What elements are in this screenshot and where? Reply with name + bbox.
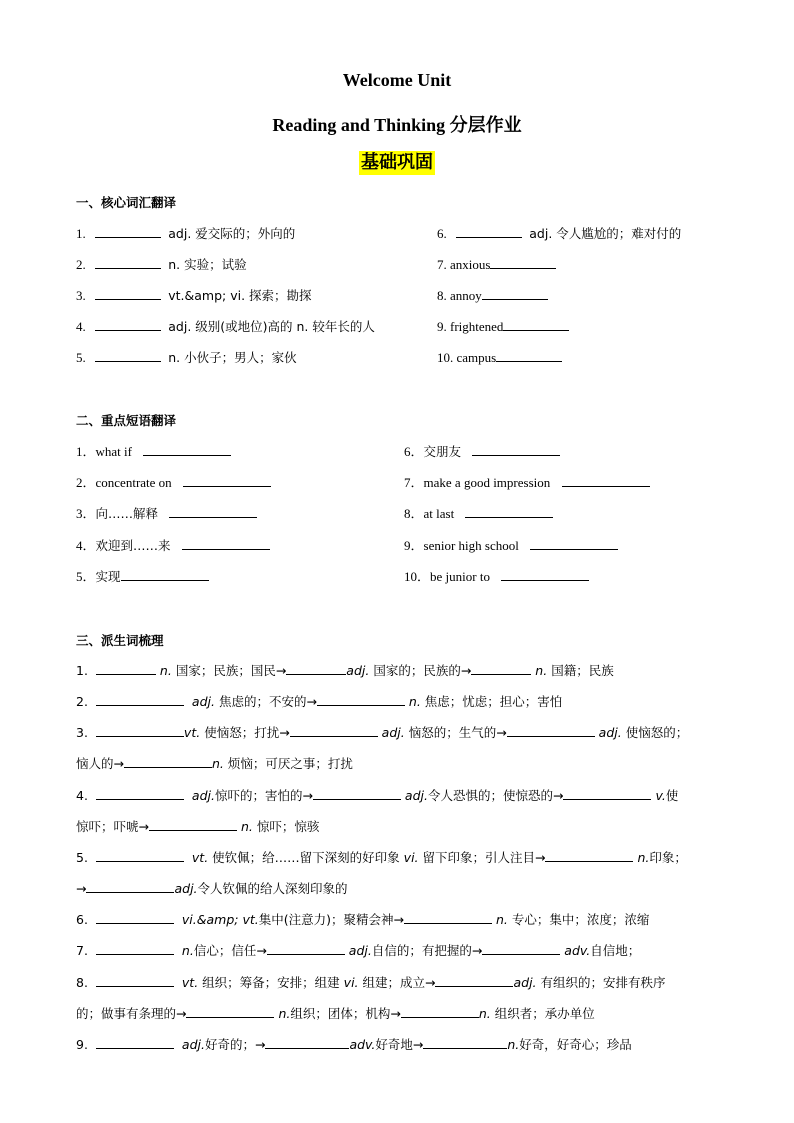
item-number: 3．	[76, 506, 96, 521]
meaning-text: 烦恼；可厌之事；打扰	[227, 756, 353, 771]
section2-heading: 二、重点短语翻译	[76, 413, 177, 428]
item-text: adj. 爱交际的；外向的	[168, 226, 296, 241]
derivation-line-3b	[76, 754, 353, 773]
pos-tag: adj.	[191, 788, 215, 803]
item-number: 1．	[76, 444, 96, 459]
answer-blank[interactable]	[95, 348, 161, 362]
item-number: 6.	[437, 226, 447, 241]
answer-blank[interactable]	[95, 255, 161, 269]
answer-blank[interactable]	[96, 692, 184, 706]
item-text: anxious	[450, 257, 491, 272]
pos-tag: vi.	[343, 975, 359, 990]
item-text: 欢迎到……来	[95, 538, 171, 553]
item-text: frightened	[450, 319, 504, 334]
pos-tag: adv.	[564, 943, 591, 958]
item-number: 7．	[404, 475, 424, 490]
derivation-line-1	[76, 661, 614, 680]
answer-blank[interactable]	[96, 973, 174, 987]
phrase-item-1	[76, 442, 231, 461]
answer-blank[interactable]	[96, 723, 184, 737]
item-number: 7.	[437, 257, 447, 272]
item-text: concentrate on	[95, 475, 172, 490]
answer-blank[interactable]	[96, 661, 156, 675]
item-number: 9．	[404, 538, 424, 553]
vocab-item-2	[76, 255, 247, 274]
item-text: be junior to	[430, 569, 490, 584]
answer-blank[interactable]	[317, 692, 405, 706]
answer-blank[interactable]	[183, 473, 271, 487]
pos-tag: adj.	[181, 1037, 205, 1052]
item-number: 6.	[76, 912, 88, 927]
meaning-text: 惊吓；吓唬→	[76, 819, 149, 834]
level-badge-wrap	[0, 151, 794, 175]
answer-blank[interactable]	[423, 1035, 507, 1049]
pos-tag: n.	[478, 1006, 491, 1021]
answer-blank[interactable]	[186, 1004, 274, 1018]
item-number: 9.	[437, 319, 447, 334]
section1-heading: 一、核心词汇翻译	[76, 195, 177, 210]
vocab-item-9	[437, 317, 569, 336]
derivation-line-3a	[76, 723, 688, 742]
phrase-item-7	[404, 473, 650, 492]
pos-tag: n.	[408, 694, 421, 709]
item-number: 4．	[76, 538, 96, 553]
meaning-text: →	[76, 881, 87, 896]
pos-tag: n.	[211, 756, 224, 771]
item-text: make a good impression	[423, 475, 551, 490]
item-text: adj. 令人尴尬的；难对付的	[529, 226, 682, 241]
answer-blank[interactable]	[96, 786, 184, 800]
pos-tag: vt.	[191, 850, 209, 865]
pos-tag: n.	[495, 912, 508, 927]
item-number: 8．	[404, 506, 424, 521]
pos-tag: n.	[637, 850, 650, 865]
item-text: 交朋友	[423, 444, 462, 459]
pos-tag: adj.	[381, 725, 405, 740]
phrase-item-8	[404, 504, 553, 523]
item-text: 实现	[95, 569, 121, 584]
item-number: 2.	[76, 257, 86, 272]
meaning-text: 惊吓的；害怕的→	[214, 788, 313, 803]
pos-tag: adj.	[598, 725, 622, 740]
meaning-text: 惊吓；惊骇	[256, 819, 320, 834]
pos-tag: n.	[278, 1006, 291, 1021]
answer-blank[interactable]	[313, 786, 401, 800]
derivation-line-5b	[76, 879, 348, 898]
section3-heading: 三、派生词梳理	[76, 633, 164, 648]
meaning-text: 好奇的；→	[204, 1037, 266, 1052]
answer-blank[interactable]	[472, 442, 560, 456]
item-number: 9.	[76, 1037, 88, 1052]
meaning-text: 有组织的；安排有秩序	[540, 975, 666, 990]
answer-blank[interactable]	[465, 504, 553, 518]
answer-blank[interactable]	[182, 536, 270, 550]
meaning-text: 焦虑的；不安的→	[218, 694, 317, 709]
answer-blank[interactable]	[507, 723, 595, 737]
item-text: adj. 级别(或地位)高的 n. 较年长的人	[168, 319, 375, 334]
vocab-item-3	[76, 286, 312, 305]
meaning-text: 的；做事有条理的→	[76, 1006, 187, 1021]
item-number: 10.	[437, 350, 454, 365]
answer-blank[interactable]	[404, 910, 492, 924]
answer-blank[interactable]	[482, 941, 560, 955]
derivation-line-6	[76, 910, 649, 929]
phrase-item-2	[76, 473, 271, 492]
derivation-line-7	[76, 941, 640, 960]
item-text: vt.&amp; vi. 探索；勘探	[168, 288, 312, 303]
answer-blank[interactable]	[482, 286, 548, 300]
answer-blank[interactable]	[124, 754, 212, 768]
item-text: annoy	[450, 288, 482, 303]
phrase-item-9	[404, 536, 618, 555]
meaning-text: 信心；信任→	[193, 943, 267, 958]
meaning-text: 使钦佩；给……留下深刻的好印象	[212, 850, 400, 865]
item-text: n. 实验；试验	[168, 257, 247, 272]
answer-blank[interactable]	[401, 1004, 479, 1018]
answer-blank[interactable]	[96, 910, 174, 924]
answer-blank[interactable]	[86, 879, 174, 893]
meaning-text: 组织；筹备；安排；组建	[202, 975, 340, 990]
meaning-text: 令人钦佩的给人深刻印象的	[197, 881, 348, 896]
item-text: what if	[95, 444, 132, 459]
item-number: 3.	[76, 725, 88, 740]
meaning-text: 组织者；承办单位	[494, 1006, 595, 1021]
answer-blank[interactable]	[143, 442, 231, 456]
pos-tag: n.	[181, 943, 194, 958]
answer-blank[interactable]	[95, 286, 161, 300]
pos-tag: vt.	[181, 975, 199, 990]
item-number: 1.	[76, 226, 86, 241]
pos-tag: adj.	[346, 663, 370, 678]
meaning-text: 使	[665, 788, 679, 803]
answer-blank[interactable]	[545, 848, 633, 862]
pos-tag: adj.	[348, 943, 372, 958]
answer-blank[interactable]	[562, 473, 650, 487]
pos-tag: adj.	[191, 694, 215, 709]
meaning-text: 自信的；有把握的→	[371, 943, 483, 958]
answer-blank[interactable]	[169, 504, 257, 518]
pos-tag: adj.	[404, 788, 428, 803]
answer-blank[interactable]	[265, 1035, 349, 1049]
page-title: Welcome Unit	[342, 70, 452, 90]
answer-blank[interactable]	[290, 723, 378, 737]
item-number: 3.	[76, 288, 86, 303]
item-number: 4.	[76, 319, 86, 334]
derivation-line-4a	[76, 786, 678, 805]
phrase-item-4	[76, 536, 270, 555]
answer-blank[interactable]	[501, 567, 589, 581]
answer-blank[interactable]	[96, 941, 174, 955]
pos-tag: v.	[655, 788, 666, 803]
answer-blank[interactable]	[563, 786, 651, 800]
meaning-text: 恼怒的；生气的→	[408, 725, 507, 740]
item-text: campus	[456, 350, 497, 365]
answer-blank[interactable]	[286, 661, 346, 675]
vocab-item-4	[76, 317, 375, 336]
answer-blank[interactable]	[121, 567, 209, 581]
vocab-item-6	[437, 224, 681, 243]
meaning-text: 专心；集中；浓度；浓缩	[511, 912, 650, 927]
answer-blank[interactable]	[490, 255, 556, 269]
phrase-item-10	[404, 567, 589, 586]
item-number: 10．	[404, 569, 431, 584]
page-subtitle: Reading and Thinking 分层作业	[272, 115, 522, 135]
derivation-line-9	[76, 1035, 632, 1054]
item-number: 8.	[76, 975, 88, 990]
meaning-text: 组建；成立→	[362, 975, 436, 990]
item-number: 7.	[76, 943, 88, 958]
pos-tag: vi.	[403, 850, 419, 865]
meaning-text: 国籍；民族	[551, 663, 614, 678]
pos-tag: n.	[507, 1037, 520, 1052]
pos-tag: adj.	[174, 881, 198, 896]
meaning-text: 使恼怒；打扰→	[204, 725, 290, 740]
meaning-text: 印象；	[649, 850, 687, 865]
derivation-line-4b	[76, 817, 319, 836]
item-text: at last	[423, 506, 455, 521]
meaning-text: 留下印象；引人注目→	[422, 850, 546, 865]
item-number: 6．	[404, 444, 424, 459]
meaning-text: 自信地；	[590, 943, 641, 958]
answer-blank[interactable]	[95, 224, 161, 238]
answer-blank[interactable]	[149, 817, 237, 831]
answer-blank[interactable]	[435, 973, 513, 987]
pos-tag: n.	[159, 663, 172, 678]
answer-blank[interactable]	[96, 1035, 174, 1049]
vocab-item-8	[437, 286, 548, 305]
derivation-line-5a	[76, 848, 687, 867]
answer-blank[interactable]	[95, 317, 161, 331]
meaning-text: 国家；民族；国民→	[175, 663, 287, 678]
vocab-item-1	[76, 224, 295, 243]
meaning-text: 恼人的→	[76, 756, 124, 771]
answer-blank[interactable]	[267, 941, 345, 955]
derivation-line-8a	[76, 973, 666, 992]
phrase-item-5	[76, 567, 209, 586]
meaning-text: 使恼怒的；	[625, 725, 689, 740]
meaning-text: 令人恐惧的；使惊恐的→	[427, 788, 564, 803]
pos-tag: n.	[535, 663, 548, 678]
item-number: 8.	[437, 288, 447, 303]
phrase-item-3	[76, 504, 257, 523]
answer-blank[interactable]	[530, 536, 618, 550]
item-number: 1.	[76, 663, 88, 678]
item-number: 2．	[76, 475, 96, 490]
pos-tag: adj.	[513, 975, 537, 990]
item-number: 5.	[76, 350, 86, 365]
pos-tag: vt.	[183, 725, 201, 740]
vocab-item-7	[437, 255, 556, 274]
item-number: 5.	[76, 850, 88, 865]
level-badge: 基础巩固	[361, 152, 433, 173]
item-text: n. 小伙子；男人；家伙	[168, 350, 297, 365]
derivation-line-2	[76, 692, 562, 711]
item-text: 向……解释	[95, 506, 159, 521]
answer-blank[interactable]	[503, 317, 569, 331]
meaning-text: 组织；团体；机构→	[290, 1006, 401, 1021]
phrase-item-6	[404, 442, 560, 461]
item-number: 4.	[76, 788, 88, 803]
pos-tag: adv.	[349, 1037, 376, 1052]
meaning-text: 好奇，好奇心；珍品	[519, 1037, 632, 1052]
item-number: 2.	[76, 694, 88, 709]
pos-tag: vi.&amp; vt.	[181, 912, 259, 927]
vocab-item-10	[437, 348, 562, 367]
answer-blank[interactable]	[471, 661, 531, 675]
item-number: 5．	[76, 569, 96, 584]
meaning-text: 好奇地→	[375, 1037, 424, 1052]
meaning-text: 集中(注意力)；聚精会神→	[258, 912, 404, 927]
answer-blank[interactable]	[496, 348, 562, 362]
meaning-text: 焦虑；忧虑；担心；害怕	[424, 694, 563, 709]
meaning-text: 国家的；民族的→	[373, 663, 472, 678]
derivation-line-8b	[76, 1004, 595, 1023]
answer-blank[interactable]	[96, 848, 184, 862]
answer-blank[interactable]	[456, 224, 522, 238]
vocab-item-5	[76, 348, 297, 367]
item-text: senior high school	[423, 538, 519, 553]
pos-tag: n.	[240, 819, 253, 834]
